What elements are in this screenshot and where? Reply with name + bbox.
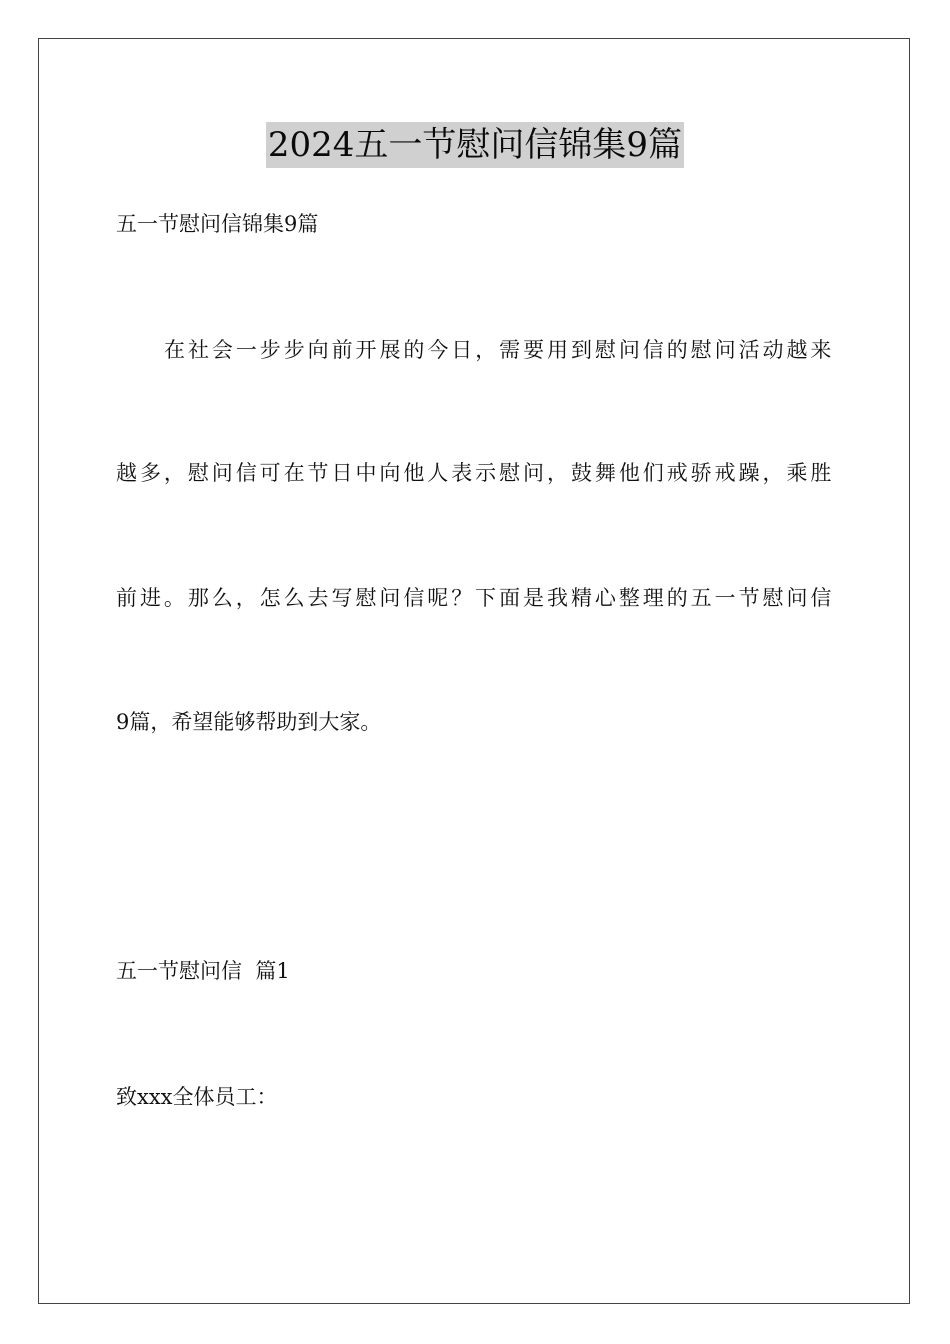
title-container — [0, 122, 950, 168]
salutation: 致xxx全体员工： — [116, 1085, 278, 1109]
intro-line-3: 前进。那么，怎么去写慰问信呢？下面是我精心整理的五一节慰问信 — [116, 586, 832, 610]
section-heading: 五一节慰问信 篇1 — [116, 959, 290, 983]
intro-line-4: 9篇，希望能够帮助到大家。 — [116, 710, 382, 734]
intro-line-1: 在社会一步步向前开展的今日，需要用到慰问信的慰问活动越来 — [164, 338, 832, 362]
intro-line-2: 越多，慰问信可在节日中向他人表示慰问，鼓舞他们戒骄戒躁，乘胜 — [116, 461, 832, 485]
document-title: 2024五一节慰问信锦集9篇 — [266, 122, 684, 168]
document-subtitle: 五一节慰问信锦集9篇 — [116, 212, 319, 236]
